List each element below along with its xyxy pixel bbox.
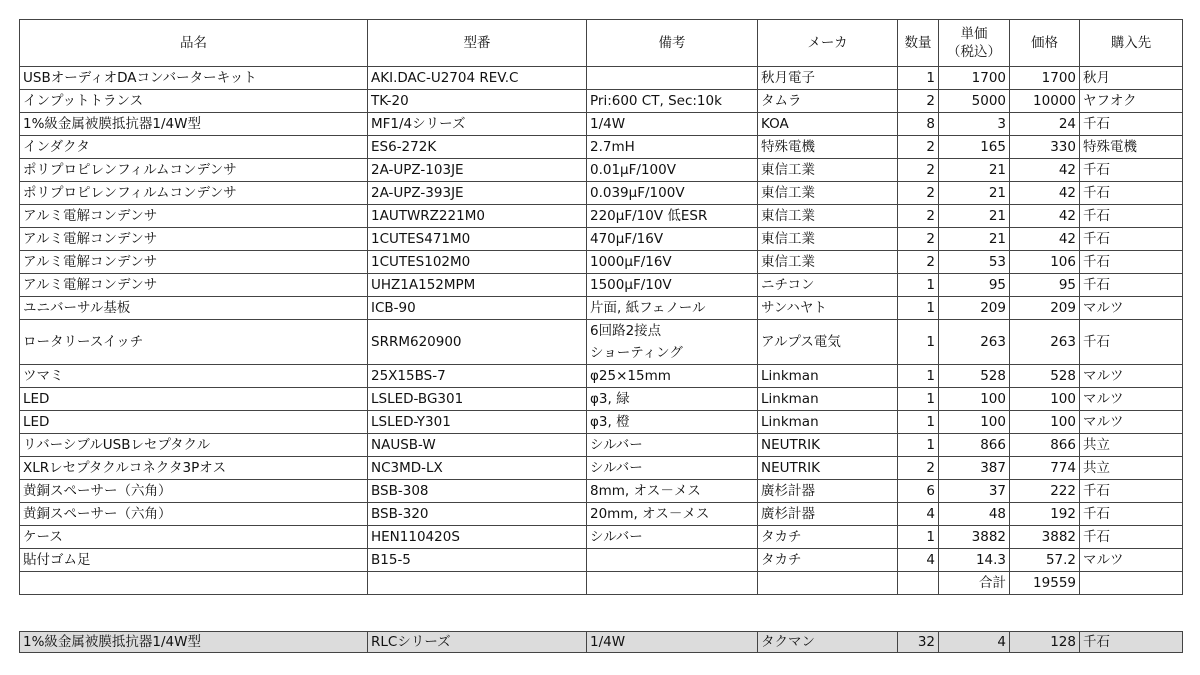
cell-price: 100: [1010, 388, 1080, 411]
cell-model: LSLED-Y301: [368, 411, 587, 434]
cell-unit-price: 37: [939, 480, 1010, 503]
cell-note: シルバー: [587, 434, 758, 457]
table-row: [20, 297, 1183, 320]
cell-name: ツマミ: [20, 365, 368, 388]
cell-name: 1%級金属被膜抵抗器1/4W型: [20, 113, 368, 136]
cell-maker: Linkman: [758, 411, 898, 434]
cell-note: [587, 320, 758, 365]
table-row: [20, 411, 1183, 434]
total-label: 合計: [939, 572, 1010, 595]
cell-price: 528: [1010, 365, 1080, 388]
cell-vendor: 千石: [1080, 205, 1183, 228]
cell-price: 42: [1010, 205, 1080, 228]
cell-price: 95: [1010, 274, 1080, 297]
cell-note: 2.7mH: [587, 136, 758, 159]
cell-unit-price: 387: [939, 457, 1010, 480]
cell-qty: 1: [898, 274, 939, 297]
cell-model: 1AUTWRZ221M0: [368, 205, 587, 228]
alternate-part-row: [20, 632, 1183, 653]
cell-price: 57.2: [1010, 549, 1080, 572]
cell-unit-price: 528: [939, 365, 1010, 388]
cell-name: USBオーディオDAコンバーターキット: [20, 67, 368, 90]
cell-model: RLCシリーズ: [368, 632, 587, 653]
table-row: [20, 136, 1183, 159]
cell-unit-price: 48: [939, 503, 1010, 526]
cell-vendor: 千石: [1080, 113, 1183, 136]
table-row: [20, 365, 1183, 388]
cell-model: MF1/4シリーズ: [368, 113, 587, 136]
cell-unit-price: 1700: [939, 67, 1010, 90]
total-value: 19559: [1010, 572, 1080, 595]
cell-model: LSLED-BG301: [368, 388, 587, 411]
cell-qty: 1: [898, 320, 939, 365]
empty-cell: [587, 572, 758, 595]
cell-price: 866: [1010, 434, 1080, 457]
cell-maker: NEUTRIK: [758, 457, 898, 480]
cell-name: ポリプロピレンフィルムコンデンサ: [20, 182, 368, 205]
cell-price: 106: [1010, 251, 1080, 274]
cell-model: UHZ1A152MPM: [368, 274, 587, 297]
cell-model: 1CUTES471M0: [368, 228, 587, 251]
cell-price: 42: [1010, 159, 1080, 182]
cell-unit-price: 5000: [939, 90, 1010, 113]
cell-name: LED: [20, 411, 368, 434]
header-maker: メーカ: [758, 20, 898, 67]
table-row: [20, 503, 1183, 526]
cell-model: AKI.DAC-U2704 REV.C: [368, 67, 587, 90]
cell-note: 8mm, オス－メス: [587, 480, 758, 503]
cell-vendor: 千石: [1080, 274, 1183, 297]
cell-qty: 2: [898, 182, 939, 205]
cell-note-line2: ショーティング: [590, 345, 683, 361]
cell-price: 774: [1010, 457, 1080, 480]
cell-model: BSB-308: [368, 480, 587, 503]
cell-vendor: マルツ: [1080, 365, 1183, 388]
cell-note: 1000μF/16V: [587, 251, 758, 274]
cell-maker: 廣杉計器: [758, 480, 898, 503]
table-row: [20, 549, 1183, 572]
cell-note: 220μF/10V 低ESR: [587, 205, 758, 228]
cell-note-line1: 6回路2接点: [590, 323, 662, 339]
cell-qty: 2: [898, 251, 939, 274]
cell-name: アルミ電解コンデンサ: [20, 251, 368, 274]
cell-vendor: マルツ: [1080, 297, 1183, 320]
empty-cell: [898, 572, 939, 595]
cell-qty: 1: [898, 365, 939, 388]
cell-maker: 東信工業: [758, 251, 898, 274]
table-row: [20, 182, 1183, 205]
cell-price: 1700: [1010, 67, 1080, 90]
cell-unit-price: 866: [939, 434, 1010, 457]
cell-maker: 秋月電子: [758, 67, 898, 90]
cell-maker: タクマン: [758, 632, 898, 653]
cell-maker: アルプス電気: [758, 320, 898, 365]
cell-vendor: 秋月: [1080, 67, 1183, 90]
cell-maker: タカチ: [758, 549, 898, 572]
cell-note: 0.039μF/100V: [587, 182, 758, 205]
cell-unit-price: 165: [939, 136, 1010, 159]
cell-qty: 1: [898, 67, 939, 90]
cell-note: [587, 549, 758, 572]
cell-qty: 1: [898, 388, 939, 411]
table-row: [20, 251, 1183, 274]
cell-price: 100: [1010, 411, 1080, 434]
cell-price: 128: [1010, 632, 1080, 653]
cell-qty: 4: [898, 503, 939, 526]
cell-model: SRRM620900: [368, 320, 587, 365]
table-row: [20, 526, 1183, 549]
cell-vendor: 千石: [1080, 182, 1183, 205]
empty-cell: [1080, 572, 1183, 595]
cell-price: 3882: [1010, 526, 1080, 549]
cell-maker: KOA: [758, 113, 898, 136]
cell-model: 2A-UPZ-393JE: [368, 182, 587, 205]
cell-vendor: 特殊電機: [1080, 136, 1183, 159]
cell-model: HEN110420S: [368, 526, 587, 549]
table-row: [20, 205, 1183, 228]
cell-vendor: 千石: [1080, 632, 1183, 653]
cell-qty: 2: [898, 228, 939, 251]
table-row: [20, 159, 1183, 182]
cell-qty: 1: [898, 526, 939, 549]
cell-vendor: 千石: [1080, 320, 1183, 365]
cell-price: 10000: [1010, 90, 1080, 113]
cell-unit-price: 21: [939, 205, 1010, 228]
cell-model: 1CUTES102M0: [368, 251, 587, 274]
cell-qty: 1: [898, 297, 939, 320]
cell-note: φ25×15mm: [587, 365, 758, 388]
cell-name: LED: [20, 388, 368, 411]
cell-qty: 6: [898, 480, 939, 503]
cell-unit-price: 4: [939, 632, 1010, 653]
cell-note: φ3, 橙: [587, 411, 758, 434]
cell-qty: 2: [898, 205, 939, 228]
empty-cell: [20, 572, 368, 595]
cell-model: 2A-UPZ-103JE: [368, 159, 587, 182]
cell-model: NAUSB-W: [368, 434, 587, 457]
cell-name: ケース: [20, 526, 368, 549]
cell-name: アルミ電解コンデンサ: [20, 274, 368, 297]
total-row: [20, 572, 1183, 595]
cell-name: ユニバーサル基板: [20, 297, 368, 320]
cell-unit-price: 209: [939, 297, 1010, 320]
cell-vendor: ヤフオク: [1080, 90, 1183, 113]
header-vendor: 購入先: [1080, 20, 1183, 67]
cell-vendor: 千石: [1080, 503, 1183, 526]
cell-maker: 東信工業: [758, 228, 898, 251]
empty-cell: [758, 572, 898, 595]
cell-name: 1%級金属被膜抵抗器1/4W型: [20, 632, 368, 653]
cell-name: リバーシブルUSBレセプタクル: [20, 434, 368, 457]
parts-list-table: [19, 19, 1183, 595]
cell-qty: 2: [898, 159, 939, 182]
header-qty: 数量: [898, 20, 939, 67]
cell-vendor: マルツ: [1080, 411, 1183, 434]
header-unit-price-line2: （税込）: [947, 44, 1001, 60]
table-row: [20, 67, 1183, 90]
cell-price: 42: [1010, 182, 1080, 205]
cell-maker: タムラ: [758, 90, 898, 113]
cell-name: アルミ電解コンデンサ: [20, 205, 368, 228]
cell-name: 黄銅スペーサー（六角）: [20, 503, 368, 526]
cell-name: ポリプロピレンフィルムコンデンサ: [20, 159, 368, 182]
header-unit-price-line1: 単価: [960, 26, 988, 42]
cell-price: 192: [1010, 503, 1080, 526]
cell-note: 470μF/16V: [587, 228, 758, 251]
cell-unit-price: 95: [939, 274, 1010, 297]
cell-maker: 東信工業: [758, 182, 898, 205]
table-row: [20, 90, 1183, 113]
table-row: [20, 388, 1183, 411]
cell-model: TK-20: [368, 90, 587, 113]
cell-qty: 1: [898, 434, 939, 457]
cell-model: ES6-272K: [368, 136, 587, 159]
cell-maker: タカチ: [758, 526, 898, 549]
cell-maker: 東信工業: [758, 159, 898, 182]
header-model: 型番: [368, 20, 587, 67]
cell-price: 330: [1010, 136, 1080, 159]
cell-model: ICB-90: [368, 297, 587, 320]
table-row: [20, 113, 1183, 136]
cell-name: ロータリースイッチ: [20, 320, 368, 365]
table-row: [20, 228, 1183, 251]
cell-price: 42: [1010, 228, 1080, 251]
cell-maker: 東信工業: [758, 205, 898, 228]
table-row: [20, 434, 1183, 457]
cell-note: 0.01μF/100V: [587, 159, 758, 182]
header-price: 価格: [1010, 20, 1080, 67]
header-unit-price: [939, 20, 1010, 67]
cell-note: シルバー: [587, 526, 758, 549]
cell-maker: 特殊電機: [758, 136, 898, 159]
table-row: [20, 320, 1183, 365]
cell-maker: ニチコン: [758, 274, 898, 297]
cell-name: 貼付ゴム足: [20, 549, 368, 572]
cell-note: Pri:600 CT, Sec:10k: [587, 90, 758, 113]
cell-price: 24: [1010, 113, 1080, 136]
cell-unit-price: 21: [939, 182, 1010, 205]
cell-name: XLRレセプタクルコネクタ3Pオス: [20, 457, 368, 480]
alternate-part-table: [19, 631, 1183, 653]
cell-unit-price: 53: [939, 251, 1010, 274]
cell-vendor: 共立: [1080, 434, 1183, 457]
cell-vendor: マルツ: [1080, 549, 1183, 572]
header-name: 品名: [20, 20, 368, 67]
cell-vendor: マルツ: [1080, 388, 1183, 411]
cell-name: インダクタ: [20, 136, 368, 159]
cell-model: B15-5: [368, 549, 587, 572]
cell-unit-price: 21: [939, 159, 1010, 182]
cell-unit-price: 100: [939, 411, 1010, 434]
cell-note: φ3, 緑: [587, 388, 758, 411]
cell-maker: NEUTRIK: [758, 434, 898, 457]
cell-unit-price: 3: [939, 113, 1010, 136]
cell-vendor: 共立: [1080, 457, 1183, 480]
cell-vendor: 千石: [1080, 228, 1183, 251]
cell-qty: 2: [898, 457, 939, 480]
cell-qty: 32: [898, 632, 939, 653]
cell-note: 片面, 紙フェノール: [587, 297, 758, 320]
cell-maker: 廣杉計器: [758, 503, 898, 526]
header-note: 備考: [587, 20, 758, 67]
cell-note: [587, 67, 758, 90]
cell-unit-price: 3882: [939, 526, 1010, 549]
cell-note: 20mm, オス－メス: [587, 503, 758, 526]
cell-model: 25X15BS-7: [368, 365, 587, 388]
cell-vendor: 千石: [1080, 480, 1183, 503]
cell-vendor: 千石: [1080, 526, 1183, 549]
cell-unit-price: 14.3: [939, 549, 1010, 572]
cell-qty: 8: [898, 113, 939, 136]
table-row: [20, 480, 1183, 503]
cell-qty: 2: [898, 136, 939, 159]
cell-unit-price: 263: [939, 320, 1010, 365]
cell-vendor: 千石: [1080, 251, 1183, 274]
cell-vendor: 千石: [1080, 159, 1183, 182]
cell-unit-price: 100: [939, 388, 1010, 411]
table-row: [20, 457, 1183, 480]
cell-maker: サンハヤト: [758, 297, 898, 320]
cell-note: シルバー: [587, 457, 758, 480]
cell-name: インプットトランス: [20, 90, 368, 113]
cell-name: 黄銅スペーサー（六角）: [20, 480, 368, 503]
cell-unit-price: 21: [939, 228, 1010, 251]
cell-note: 1500μF/10V: [587, 274, 758, 297]
cell-maker: Linkman: [758, 388, 898, 411]
cell-price: 209: [1010, 297, 1080, 320]
empty-cell: [368, 572, 587, 595]
cell-price: 222: [1010, 480, 1080, 503]
table-row: [20, 274, 1183, 297]
header-row: [20, 20, 1183, 67]
cell-model: NC3MD-LX: [368, 457, 587, 480]
cell-name: アルミ電解コンデンサ: [20, 228, 368, 251]
cell-qty: 1: [898, 411, 939, 434]
cell-price: 263: [1010, 320, 1080, 365]
cell-qty: 2: [898, 90, 939, 113]
cell-note: 1/4W: [587, 632, 758, 653]
cell-note: 1/4W: [587, 113, 758, 136]
cell-model: BSB-320: [368, 503, 587, 526]
cell-maker: Linkman: [758, 365, 898, 388]
cell-qty: 4: [898, 549, 939, 572]
